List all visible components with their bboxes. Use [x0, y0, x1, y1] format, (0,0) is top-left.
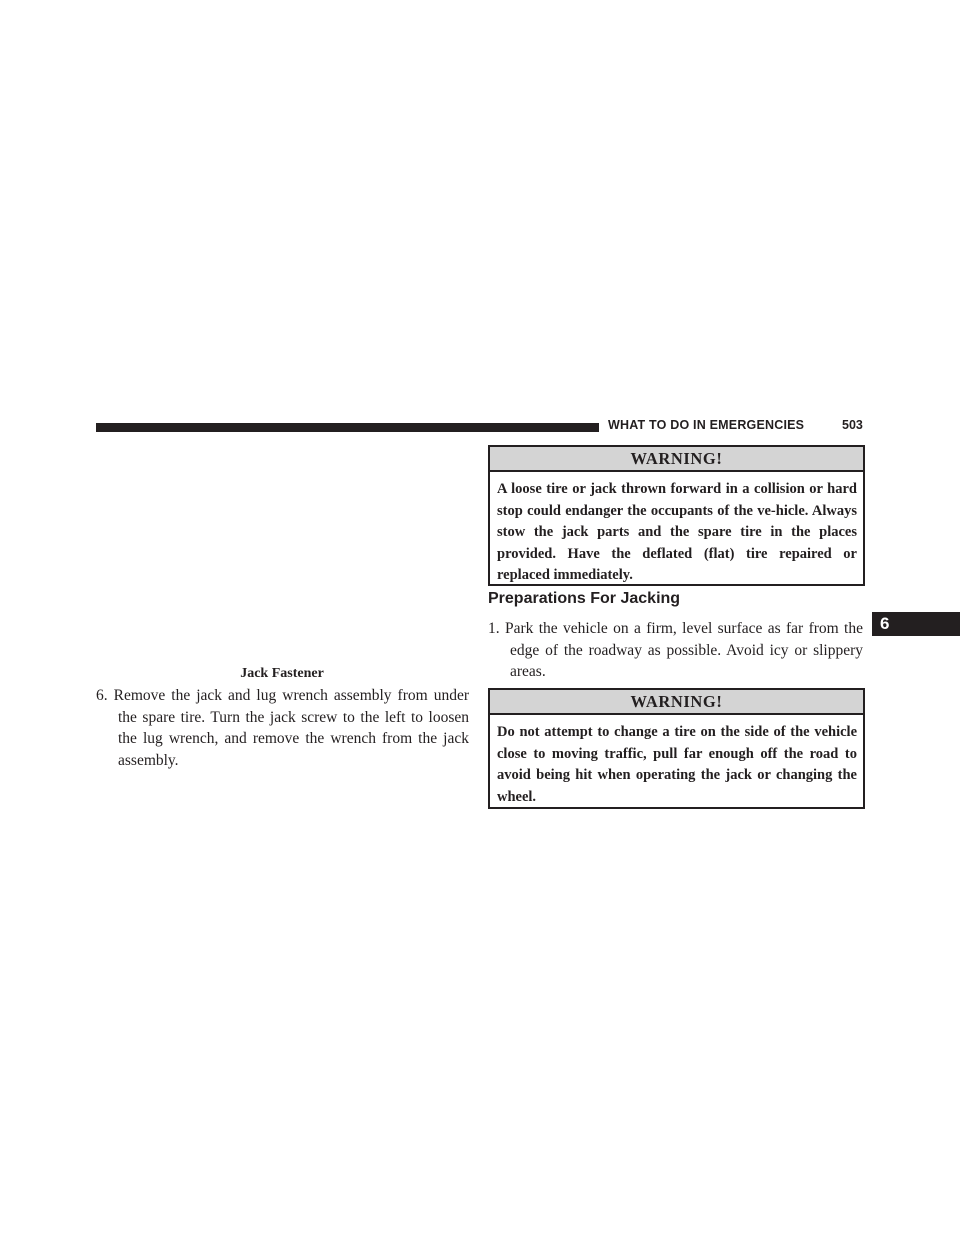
page-number: 503 — [842, 418, 863, 432]
warning-body: A loose tire or jack thrown forward in a collision or hard stop could endanger the occupants of the ve-hicle. Always stow the jack parts and the spare tire in the places provided. Have the deflated (flat) tire repaired or replaced immediately. — [497, 481, 857, 583]
warning-body: Do not attempt to change a tire on the side of the vehicle close to moving traffic, pull far enough off the road to avoid being hit when operating the jack or changing the wheel. — [497, 724, 857, 805]
figure-caption: Jack Fastener — [240, 666, 324, 681]
warning-title: WARNING! — [490, 690, 863, 715]
section-heading: Preparations For Jacking — [488, 590, 681, 607]
step-1-text: 1. Park the vehicle on a firm, level surface as far from the edge of the roadway as possible. Avoid icy or slippery areas. — [488, 620, 863, 680]
step-6-text: 6. Remove the jack and lug wrench assembly from under the spare tire. Turn the jack screw to the left to loosen the lug wrench, and remove the wrench from the jack assembly. — [96, 687, 469, 769]
figure-jack-fastener — [96, 440, 468, 660]
chapter-tab-number: 6 — [880, 614, 890, 633]
warning-title: WARNING! — [490, 447, 863, 472]
header-rule — [96, 423, 599, 432]
chapter-tab — [872, 612, 960, 636]
running-header-title: WHAT TO DO IN EMERGENCIES — [608, 418, 805, 432]
warning-box-traffic — [488, 688, 865, 809]
warning-box-stow — [488, 445, 865, 586]
